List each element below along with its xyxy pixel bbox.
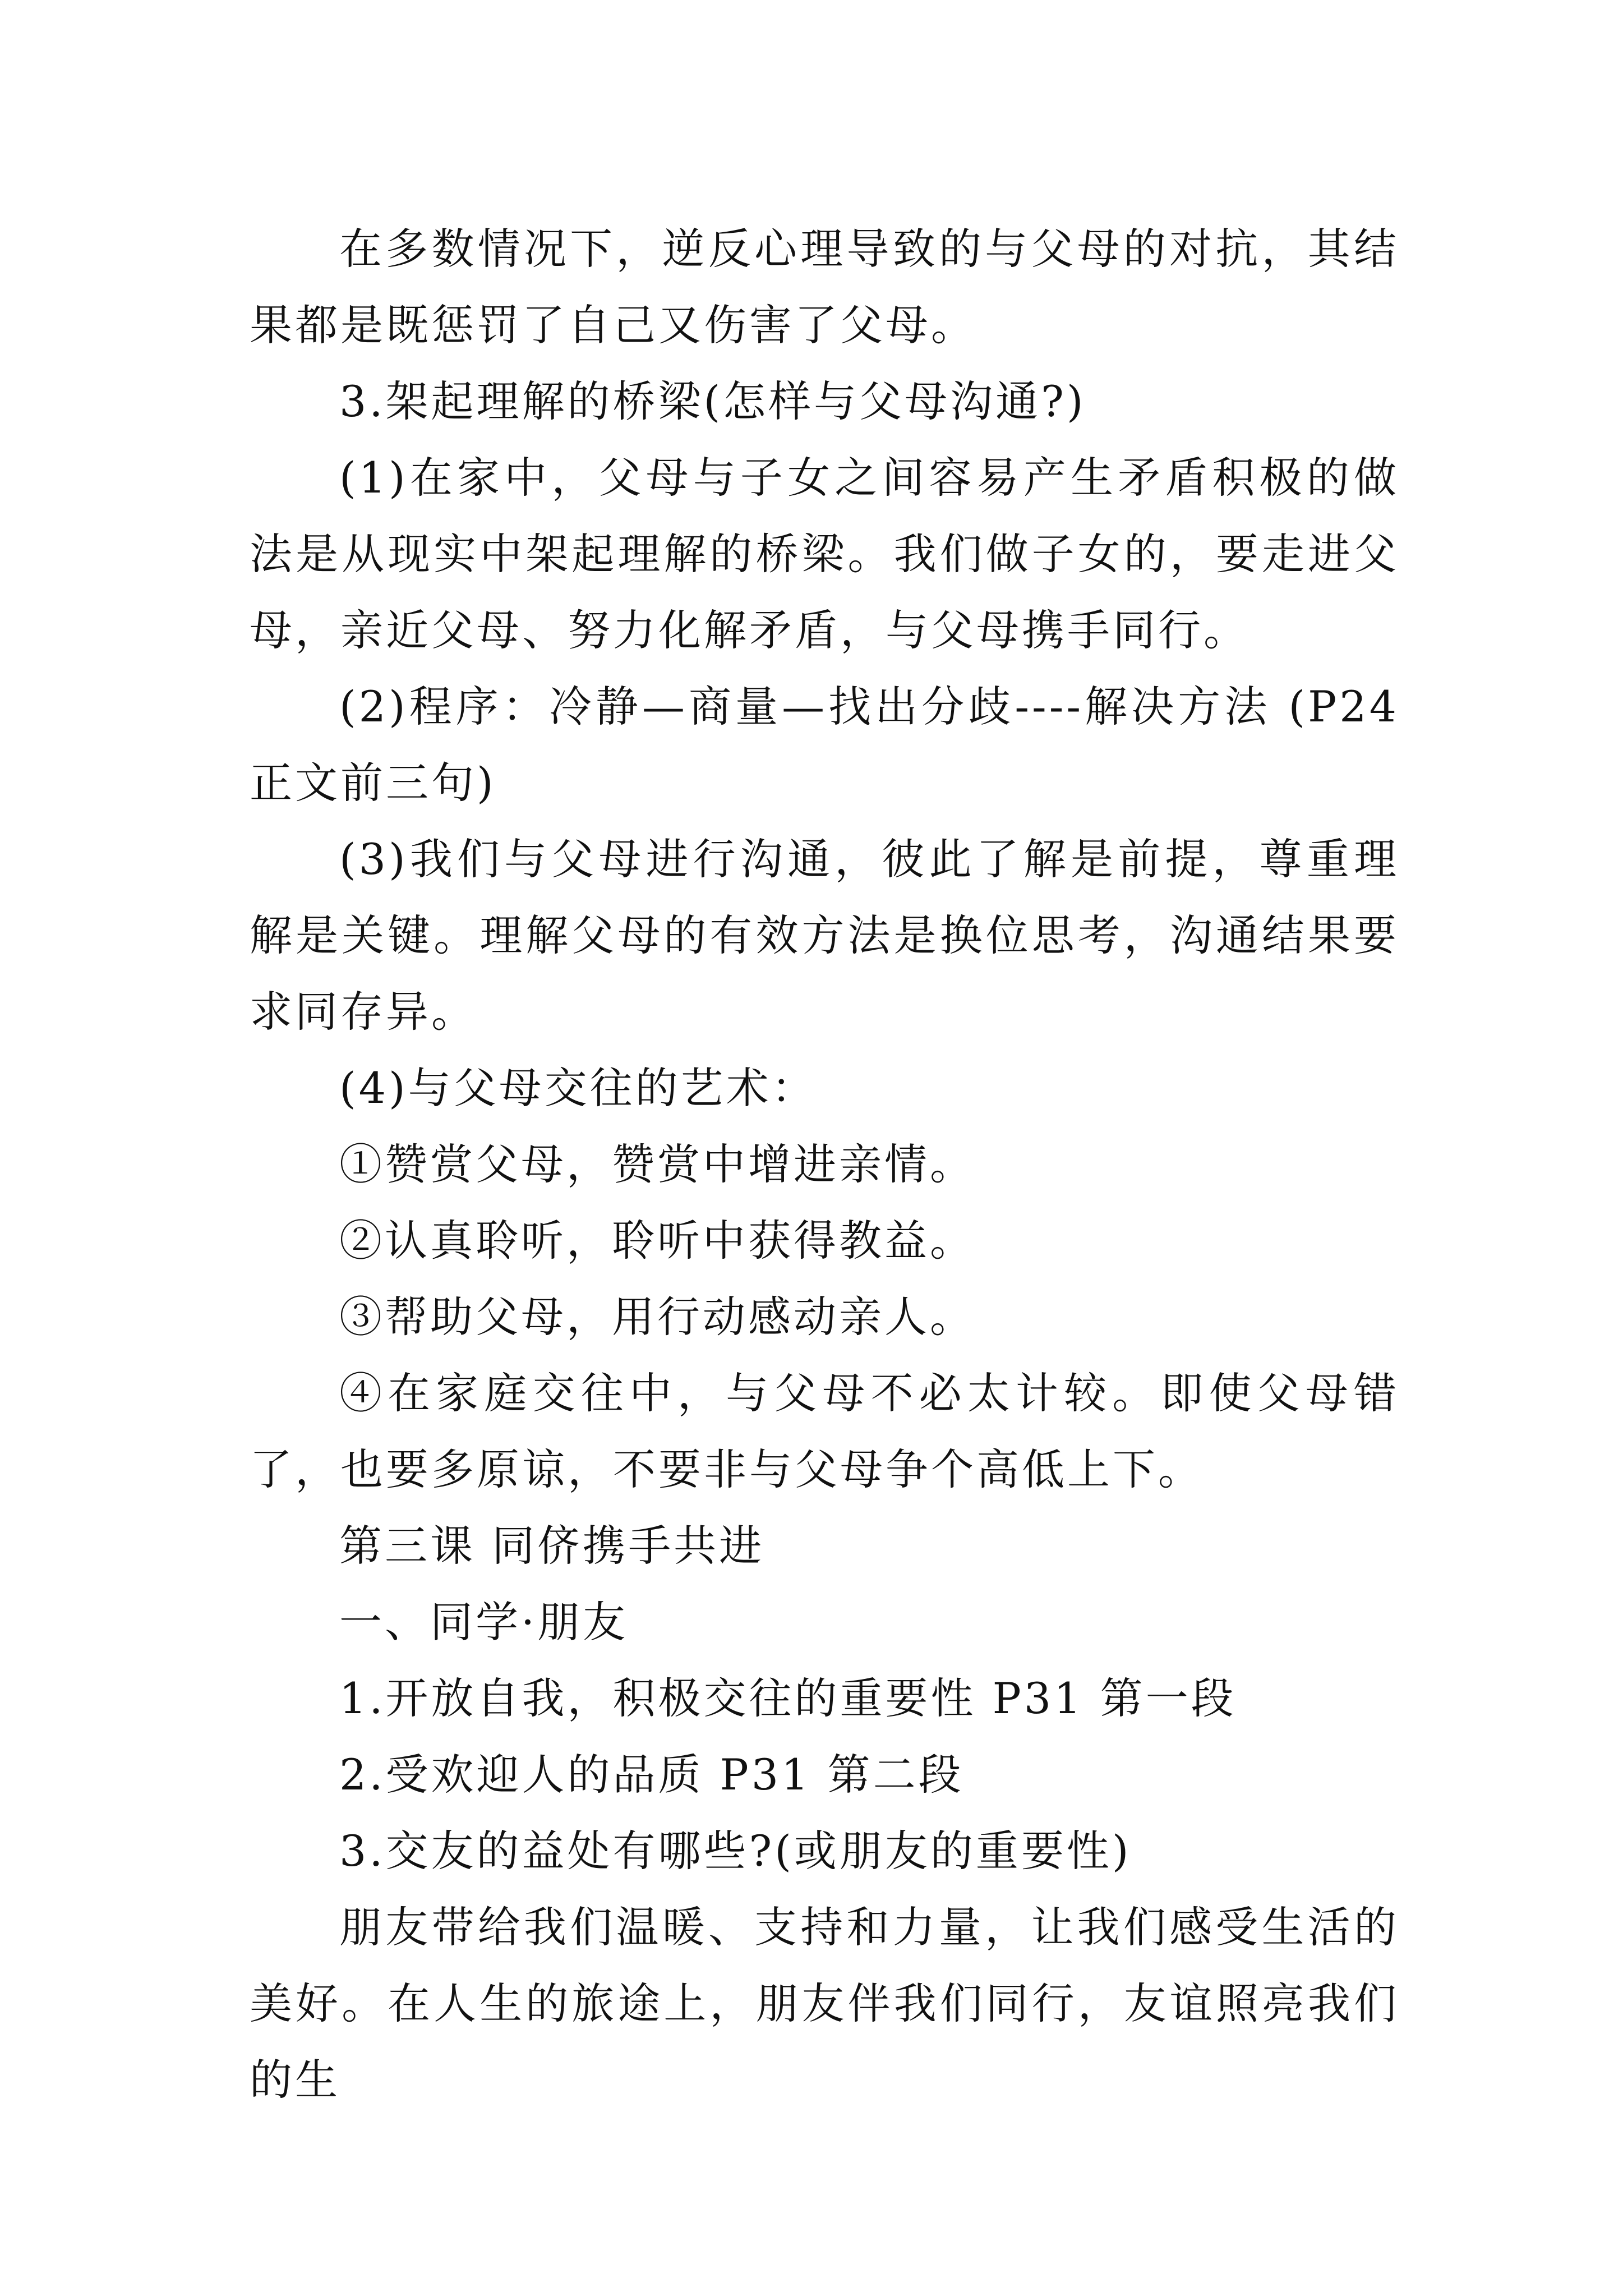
document-body: [250, 211, 1399, 2118]
paragraph-point-4: (4)与父母交往的艺术：: [339, 1063, 817, 1113]
lesson-title: 第三课 同侪携手共进: [339, 1521, 765, 1571]
item-popular-qualities: 2.受欢迎人的品质 P31 第二段: [339, 1750, 964, 1800]
list-item-no-haggling: ④在家庭交往中，与父母不必太计较。即使父母错了，也要多原谅，不要非与父母争个高低上下。: [250, 1368, 1399, 1494]
paragraph-point-1: (1)在家中，父母与子女之间容易产生矛盾积极的做法是从现实中架起理解的桥梁。我们做子女的，要走进父母，亲近父母、努力化解矛盾，与父母携手同行。: [250, 453, 1399, 655]
paragraph-rebellion-result: 在多数情况下，逆反心理导致的与父母的对抗，其结果都是既惩罚了自己又伤害了父母。: [250, 224, 1399, 350]
list-item-listen: ②认真聆听，聆听中获得教益。: [339, 1216, 975, 1266]
paragraph-friends-bring-warmth: 朋友带给我们温暖、支持和力量，让我们感受生活的美好。在人生的旅途上，朋友伴我们同行，友谊照亮我们的生: [250, 1902, 1399, 2105]
list-item-praise-parents: ①赞赏父母，赞赏中增进亲情。: [339, 1139, 975, 1189]
heading-bridge-of-understanding: 3.架起理解的桥梁(怎样与父母沟通?): [339, 376, 1086, 426]
item-open-self: 1.开放自我，积极交往的重要性 P31 第一段: [339, 1673, 1237, 1723]
item-benefits-of-friends: 3.交友的益处有哪些?(或朋友的重要性): [339, 1826, 1132, 1876]
section-heading-classmates-friends: 一、同学·朋友: [339, 1597, 629, 1647]
list-item-help-parents: ③帮助父母，用行动感动亲人。: [339, 1292, 975, 1342]
paragraph-point-2: (2)程序：冷静—商量—找出分歧----解决方法 (P24 正文前三句): [250, 682, 1399, 808]
paragraph-point-3: (3)我们与父母进行沟通，彼此了解是前提，尊重理解是关键。理解父母的有效方法是换位思考，沟通结果要求同存异。: [250, 834, 1399, 1037]
